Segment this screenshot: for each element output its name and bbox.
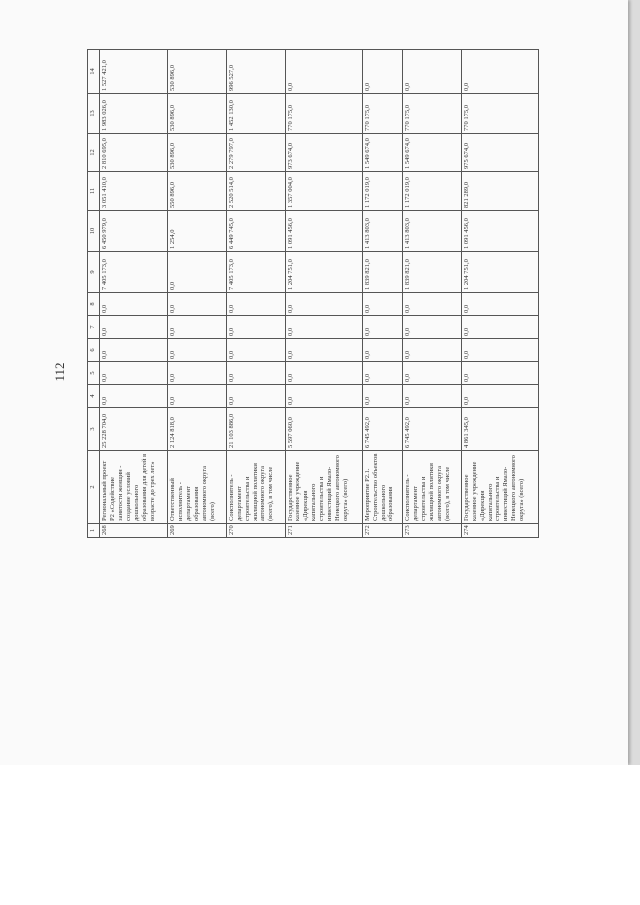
amount-cell: 0,0 [403,293,462,316]
row-description-cell: Государственное казенное учреждение «Дирекция капитального строительства и инвестиций Ямало-Ненецкого автономного округа» (всего) [285,451,362,524]
amount-cell: 1 549 674,0 [403,134,462,172]
amount-cell: 0,0 [167,385,226,408]
amount-cell: 770 175,0 [362,94,402,134]
amount-cell: 1 839 821,0 [362,252,402,293]
amount-cell: 6 449 745,0 [226,211,285,252]
column-number-header: 9 [88,252,100,293]
amount-cell: 0,0 [100,362,168,385]
column-number-header: 6 [88,339,100,362]
column-number-header: 10 [88,211,100,252]
amount-cell: 3 051 410,0 [100,172,168,211]
column-number-header: 3 [88,408,100,451]
amount-cell: 0,0 [226,316,285,339]
amount-cell: 1 983 026,0 [100,94,168,134]
amount-cell: 0,0 [362,339,402,362]
column-number-header: 5 [88,362,100,385]
amount-cell: 1 091 456,0 [285,211,362,252]
amount-cell: 0,0 [403,316,462,339]
row-number-cell: 274 [461,524,538,538]
row-description-cell: Ответственный исполнитель - департамент образования автономного округа (всего) [167,451,226,524]
amount-cell: 1 204 751,0 [285,252,362,293]
amount-cell: 2 520 514,0 [226,172,285,211]
amount-cell: 530 896,0 [167,50,226,94]
amount-cell: 0,0 [403,339,462,362]
row-description-cell: Государственное казенное учреждение «Дирекция капитального строительства и инвестиций Ямало-Ненецкого автономного округа» (всего) [461,451,538,524]
amount-cell: 0,0 [167,362,226,385]
amount-cell: 0,0 [461,316,538,339]
amount-cell: 550 896,0 [167,172,226,211]
amount-cell: 0,0 [362,316,402,339]
row-number-cell: 270 [226,524,285,538]
table-row [461,50,538,538]
row-description-cell: Соисполнитель - департамент строительства и жилищной политики автономного округа (всего), в том числе [403,451,462,524]
amount-cell: 1 172 019,0 [403,172,462,211]
amount-cell: 0,0 [100,293,168,316]
amount-cell: 0,0 [167,252,226,293]
amount-cell: 5 597 060,0 [285,408,362,451]
amount-cell: 2 124 818,0 [167,408,226,451]
column-number-header: 8 [88,293,100,316]
amount-cell: 1 091 456,0 [461,211,538,252]
amount-cell: 0,0 [100,339,168,362]
row-description-cell: Региональный проект Р2 «Содействие занятости женщин - создание условий дошкольного образования для детей в возрасте до трех лет» [100,451,168,524]
amount-cell: 770 175,0 [403,94,462,134]
scan-margin [0,765,640,905]
amount-cell: 21 103 886,0 [226,408,285,451]
page-number: 112 [52,362,67,382]
amount-cell: 0,0 [226,385,285,408]
amount-cell: 770 175,0 [285,94,362,134]
amount-cell: 1 204 751,0 [461,252,538,293]
amount-cell: 1 413 803,0 [403,211,462,252]
amount-cell: 973 674,0 [285,134,362,172]
column-number-header: 2 [88,451,100,524]
amount-cell: 0,0 [285,293,362,316]
amount-cell: 0,0 [226,293,285,316]
amount-cell: 0,0 [461,339,538,362]
column-number-header: 4 [88,385,100,408]
amount-cell: 530 896,0 [167,94,226,134]
amount-cell: 0,0 [167,293,226,316]
amount-cell: 0,0 [362,385,402,408]
rotated-table-container [87,50,539,538]
amount-cell: 0,0 [100,316,168,339]
amount-cell: 0,0 [403,50,462,94]
table-row [362,50,402,538]
column-number-header: 1 [88,524,100,538]
amount-cell: 1 413 803,0 [362,211,402,252]
amount-cell: 0,0 [461,293,538,316]
column-number-header: 12 [88,134,100,172]
amount-cell: 2 279 797,0 [226,134,285,172]
row-number-cell: 271 [285,524,362,538]
table-row [403,50,462,538]
amount-cell: 6 450 979,0 [100,211,168,252]
amount-cell: 7 405 173,0 [100,252,168,293]
amount-cell: 6 745 492,0 [362,408,402,451]
amount-cell: 996 527,0 [226,50,285,94]
amount-cell: 1 357 004,0 [285,172,362,211]
amount-cell: 975 674,0 [461,134,538,172]
amount-cell: 1 254,0 [167,211,226,252]
amount-cell: 0,0 [285,385,362,408]
budget-table [87,49,539,538]
column-number-header: 14 [88,50,100,94]
table-row [100,50,168,538]
row-description-cell: Соисполнитель - департамент строительства и жилищной политики автономного округа (всего), в том числе [226,451,285,524]
amount-cell: 7 405 173,0 [226,252,285,293]
row-number-cell: 268 [100,524,168,538]
row-number-cell: 272 [362,524,402,538]
amount-cell: 0,0 [285,50,362,94]
amount-cell: 530 896,0 [167,134,226,172]
amount-cell: 0,0 [362,50,402,94]
amount-cell: 4 861 345,0 [461,408,538,451]
amount-cell: 0,0 [461,385,538,408]
amount-cell: 0,0 [226,339,285,362]
amount-cell: 0,0 [403,385,462,408]
header-row [88,50,100,538]
amount-cell: 821 289,0 [461,172,538,211]
amount-cell: 0,0 [100,385,168,408]
column-number-header: 13 [88,94,100,134]
amount-cell: 0,0 [167,316,226,339]
amount-cell: 25 228 704,0 [100,408,168,451]
amount-cell: 0,0 [285,339,362,362]
table-row [167,50,226,538]
table-row [226,50,285,538]
column-number-header: 7 [88,316,100,339]
amount-cell: 2 810 695,0 [100,134,168,172]
amount-cell: 0,0 [403,362,462,385]
amount-cell: 1 527 421,0 [100,50,168,94]
row-description-cell: Мероприятие Р2.1. Строительство объектов дошкольного образования [362,451,402,524]
amount-cell: 0,0 [167,339,226,362]
amount-cell: 6 745 492,0 [403,408,462,451]
amount-cell: 0,0 [362,293,402,316]
row-number-cell: 269 [167,524,226,538]
amount-cell: 0,0 [461,362,538,385]
amount-cell: 1 172 019,0 [362,172,402,211]
amount-cell: 0,0 [461,50,538,94]
amount-cell: 1 549 674,0 [362,134,402,172]
amount-cell: 0,0 [362,362,402,385]
row-number-cell: 273 [403,524,462,538]
amount-cell: 0,0 [285,362,362,385]
amount-cell: 770 175,0 [461,94,538,134]
column-number-header: 11 [88,172,100,211]
amount-cell: 1 452 130,0 [226,94,285,134]
amount-cell: 1 839 821,0 [403,252,462,293]
table-row [285,50,362,538]
amount-cell: 0,0 [285,316,362,339]
amount-cell: 0,0 [226,362,285,385]
